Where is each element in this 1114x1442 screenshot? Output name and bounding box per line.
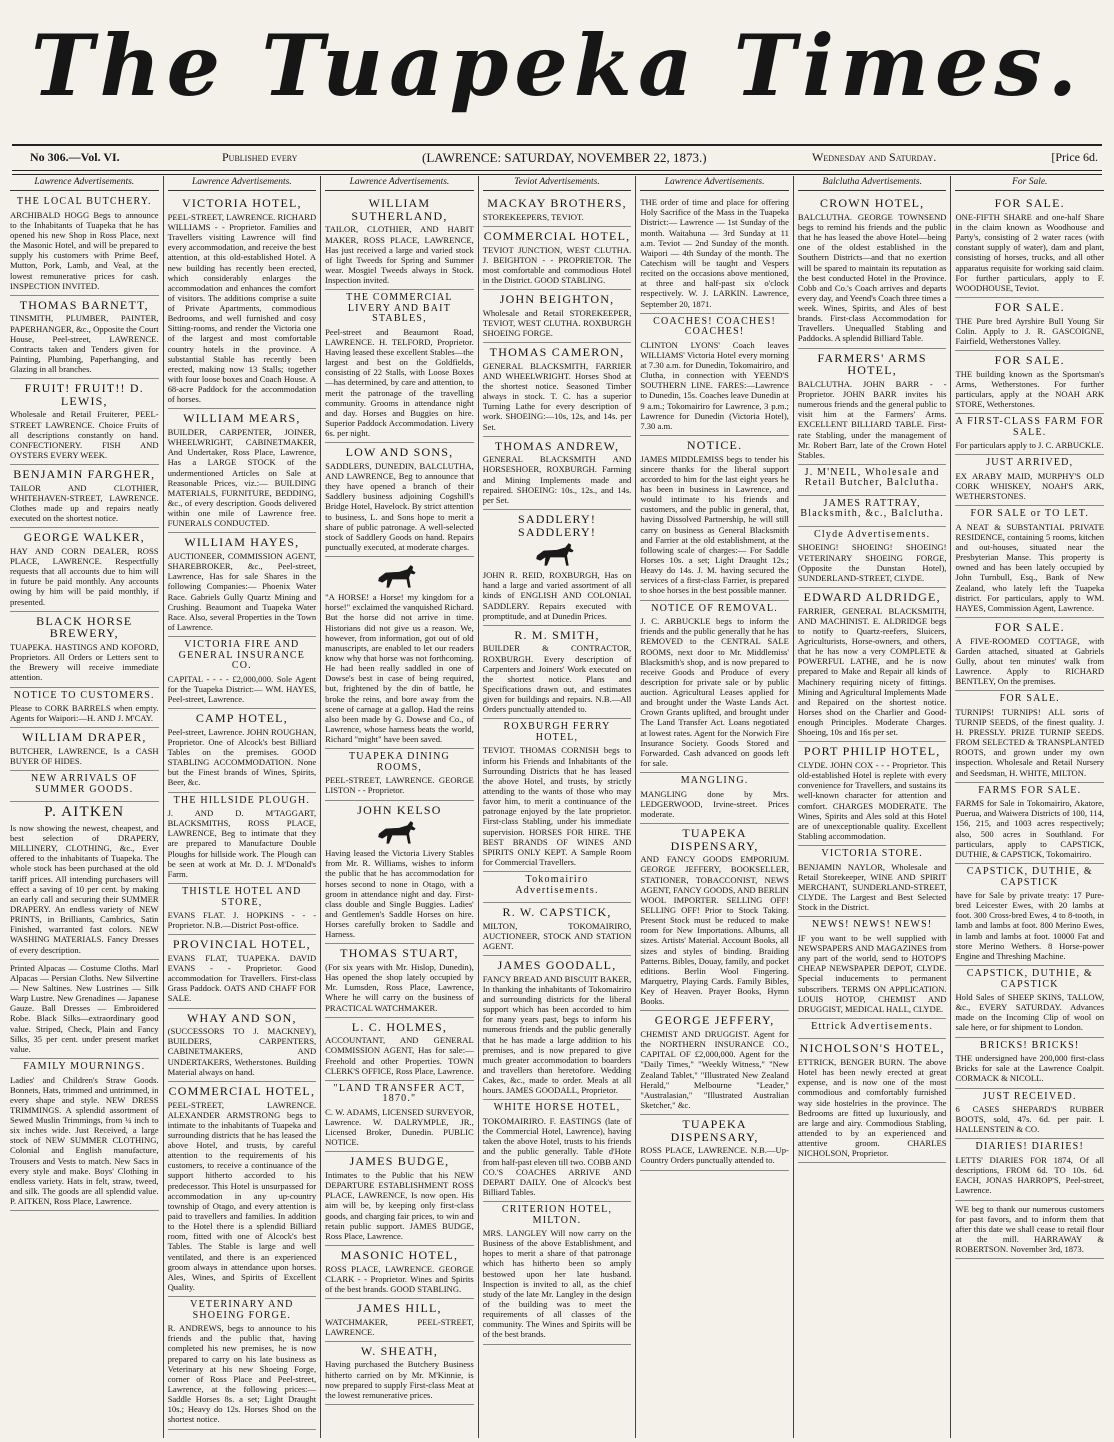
advertisement	[483, 872, 632, 903]
ad-title: THISTLE HOTEL AND STORE,	[182, 886, 302, 908]
publication-days: Wednesday and Saturday.	[812, 150, 937, 164]
ad-body: ACCOUNTANT, AND GENERAL COMMISSION AGENT, Has for sale:— Freehold and other Properties. TOWN CLERK'S OFFICE, Ross Place, Lawrence.	[325, 1035, 474, 1076]
advertisement	[168, 1082, 317, 1297]
advertisement	[10, 612, 159, 688]
ad-body: MRS. LANGLEY Will now carry on the Business of the above Establishment, and hopes to merit a share of that patronage which has hitherto been so amply bestowed upon her late husband. Inspection is invited to all, as the chief study of the late Mr. Langley in the design of the building was to meet the requirements of all classes of the community. The Wines and Spirits will be of the best brands.	[482, 1228, 632, 1340]
advertisement	[325, 1299, 474, 1342]
advertisement	[168, 533, 317, 637]
ad-body: Please to CORK BARRELS when empty. Agents for Waipori:—H. AND J. M'CAY.	[10, 703, 159, 724]
advertisement	[483, 903, 632, 956]
masthead-rule	[12, 144, 1102, 146]
advertisement	[640, 824, 789, 1011]
advertisement	[168, 1009, 317, 1082]
advertisement	[955, 414, 1104, 455]
ad-title: LOW AND SONS,	[345, 445, 454, 460]
column-2	[164, 176, 322, 1438]
advertisement	[10, 296, 159, 379]
ad-title: COACHES! COACHES! COACHES!	[653, 315, 777, 338]
advertisement	[640, 314, 789, 436]
ad-body: (SUCCESSORS TO J. MACKNEY), BUILDERS, CARPENTERS, CABINETMAKERS, AND UNDERTAKERS, Wetherstones. Building Material always on hand.	[167, 1026, 317, 1077]
ad-body: GENERAL BLACKSMITH AND HORSESHOER, ROXBURGH. Farming and Mining Implements made and repaired. SHOEING: 10s., 12s., and 14s. per Set.	[482, 454, 632, 505]
ad-title: GEORGE JEFFERY,	[654, 1013, 775, 1028]
ad-title: Ettrick Advertisements.	[811, 1020, 934, 1032]
advertisement	[798, 527, 947, 588]
ad-title: CRITERION HOTEL, MILTON.	[501, 1204, 613, 1226]
ad-title: THE LOCAL BUTCHERY.	[16, 196, 152, 208]
advertisement	[325, 1246, 474, 1299]
ad-body: (For six years with Mr. Hislop, Dunedin), Has opened the shop lately occupied by Mr. Lumsden, Ross Place, Lawrence, Where he will carry on the business of PRACTICAL WATCHMAKER.	[325, 961, 474, 1013]
ad-body: CAPITAL - - - - £2,000,000. Sole Agent for the Tuapeka District:— WM. HAYES, Peel-street, Lawrence.	[167, 673, 317, 704]
ad-title: P. AITKEN	[44, 804, 125, 821]
advertisement	[798, 349, 947, 465]
ad-title: BRICKS! BRICKS!	[980, 1039, 1080, 1051]
ad-body: THE Pure bred Ayrshire Bull Young Sir Colin. Apply to J. R. GASCOIGNE, Fairfield, Wetherstones Valley.	[955, 315, 1105, 346]
ad-body: THE order of time and place for offering Holy Sacrifice of the Mass in the Tuapeka District:— Lawrence — 1st Sunday of the month. Waitahuna — 3rd Sunday at 11 a.m. Teviot — 2nd Sunday of the month. Waipori — 4th Sunday of the month. The Catechism will be taught and Vespers recited on the occasions above mentioned, at three and half-past six o'clock respectively. W. J. LARKIN. Lawrence, September 20, 1871.	[640, 197, 789, 309]
advertisement	[325, 1152, 474, 1246]
advertisement	[955, 455, 1104, 506]
ad-body: TOKOMAIRIRO. F. EASTINGS (late of the Commercial Hotel, Lawrence), having taken the above Hotel, trusts to his friends and the public generally. Table d'Hote from half-past eleven till two. COBB AND CO.'S COACHES ARRIVE AND DEPART DAILY. One of Alcock's best Billiard Tables.	[482, 1115, 632, 1197]
advertisement	[640, 436, 789, 601]
ad-body: THE undersigned have 200,000 first-class Bricks for sale at the Lawrence Coalpit. CORMACK & NICOLL.	[955, 1053, 1105, 1084]
advertisement	[640, 773, 789, 824]
ad-body: Wholesale and Retail STOREKEEPER, TEVIOT, WEST CLUTHA. ROXBURGH SHOEING FORGE.	[482, 307, 632, 338]
advertisement	[955, 966, 1104, 1038]
ad-title: NEW ARRIVALS OF SUMMER GOODS.	[31, 773, 138, 795]
ad-body: SADDLERS, DUNEDIN, BALCLUTHA, AND LAWRENCE, Beg to announce that they have opened a branch of their Saddlery business adjoining Cogshill's Bridge Hotel, Havelock. By strict attention to business, L. and Sons hope to merit a share of public patronage. A well-selected stock of Saddlery Goods on hand. Repairs punctually executed, at moderate charges.	[325, 460, 474, 552]
advertisement	[798, 1039, 947, 1163]
ad-body: AUCTIONEER, COMMISSION AGENT, SHAREBROKER, &c., Peel-street, Lawrence, Has for sale Shares in the following Companies:— Phoenix Water Race. Gabriels Gully Quartz Mining and Crushing. Beaumont and Tuapeka Water Race. Also, several Properties in the Town of Lawrence.	[167, 551, 317, 633]
ad-title: BLACK HORSE BREWERY,	[36, 613, 133, 641]
ad-body: Intimates to the Public that his NEW DEPARTURE ESTABLISHMENT ROSS PLACE, LAWRENCE, Is now open. His aim will be, by keeping only first-class goods, and charging fair prices, to win and retain public support. JAMES BUDGE, Ross Place, Lawrence.	[325, 1170, 474, 1241]
ad-title: L. C. HOLMES,	[351, 1019, 448, 1034]
column-7	[951, 176, 1108, 1438]
ad-title: COMMERCIAL HOTEL,	[168, 1083, 316, 1098]
ad-title: Tokomairiro Advertisements.	[515, 874, 599, 896]
column-heading: Lawrence Advertisements.	[10, 176, 159, 191]
ad-title: FOR SALE.	[994, 619, 1065, 634]
advertisement	[10, 194, 159, 296]
ad-title: JUST RECEIVED.	[982, 1090, 1077, 1102]
advertisement	[325, 290, 474, 443]
advertisement	[640, 601, 789, 774]
column-heading: Lawrence Advertisements.	[168, 176, 317, 191]
column-3	[321, 176, 479, 1438]
column-6	[794, 176, 952, 1438]
ad-title: THOMAS ANDREW,	[494, 438, 620, 453]
ad-body: PEEL-STREET, LAWRENCE. RICHARD WILLIAMS - - Proprietor. Families and Travellers visiting Lawrence will find every accommodation, and receive the best attention, at this old-established Hotel. A new building has recently been erected, which considerably enlarges the accommodation and enhances the comfort of visitors. The additions comprise a suite of Private Apartments, commodious Bedrooms, and well furnished and cosy Sitting-rooms, and render the Victoria one of the largest and most comfortable country hotels in the province. A substantial Stable has recently been erected, making now 13 Stalls; together with four loose boxes and Coach House. A 68-acre Paddock for the accommodation of horses.	[167, 211, 317, 405]
ad-body: Wholesale and Retail Fruiterer, PEEL-STREET LAWRENCE. Choice Fruits of all descriptions constantly on hand. CONFECTIONERY. FISH AND OYSTERS EVERY WEEK.	[10, 409, 159, 461]
ad-body: MILTON, TOKOMAIRIRO, AUCTIONEER, STOCK AND STATION AGENT.	[482, 920, 632, 952]
ad-body: For particulars apply to J. C. ARBUCKLE.	[955, 440, 1104, 451]
ad-title: FARMERS' ARMS HOTEL,	[817, 350, 927, 378]
advertisement	[325, 443, 474, 557]
advertisement	[168, 1297, 317, 1429]
advertisement	[483, 194, 632, 227]
ad-title: FOR SALE.	[999, 693, 1060, 705]
advertisement	[640, 1115, 789, 1170]
ad-body: PEEL-STREET, LAWRENCE. ALEXANDER ARMSTRONG begs to intimate to the inhabitants of Tuapeka and surrounding districts that he has leased the above Hotel, and trusts, by careful attention to the requirements of his customers, to receive a continuance of the support hitherto accorded to his predecessor. This Hotel is unsurpassed for accommodation in any up-country township of Otago, and every attention is paid to travellers and families. In addition to the Hotel there is a splendid Billiard room, fitted with one of Alcock's best Tables. The Stable is large and well ventilated, and there is an experienced groom always in attendance upon horses. Ales, Wines, and Spirits of Excellent Quality.	[167, 1099, 317, 1293]
ad-title: FRUIT! FRUIT!! D. LEWIS,	[24, 381, 144, 408]
ad-title: CAPSTICK, DUTHIE, & CAPSTICK	[966, 968, 1093, 990]
advertisement	[10, 802, 159, 960]
advertisement	[798, 917, 947, 1019]
ad-body: have for Sale by private treaty: 17 Pure-bred Leicester Ewes, with 20 lambs at foot. 300 Cross-bred Ewes, 4 to 8-tooth, in lamb and lambs at foot. 800 Merino Ewes, in lamb and lambs at foot. 10000 Fat and store Merino Wethers. 8 Horse-power Engine and Threshing Machine.	[955, 890, 1105, 961]
ad-title: W. SHEATH,	[360, 1343, 439, 1358]
advertisement	[483, 510, 632, 626]
advertisement	[483, 1202, 632, 1345]
ad-title: A FIRST-CLASS FARM FOR SALE.	[955, 416, 1104, 438]
advertisement	[483, 1100, 632, 1202]
column-1	[6, 176, 164, 1438]
issue-date: (LAWRENCE: SATURDAY, NOVEMBER 22, 1873.)	[422, 150, 707, 165]
masthead	[0, 0, 1114, 142]
ad-body: WATCHMAKER, PEEL-STREET, LAWRENCE.	[325, 1316, 474, 1337]
ad-body: BENJAMIN NAYLOR, Wholesale and Retail Storekeeper, WINE AND SPIRIT MERCHANT, SUNDERLAND-STREET, CLYDE. The Largest and Best Selected Stock in the District.	[797, 861, 947, 913]
ad-body: Having purchased the Butchery Business hitherto carried on by Mr. M'Kinnie, is now prepared to supply First-class Meat at the lowest remunerative prices.	[325, 1359, 474, 1400]
ad-body: MANGLING done by Mrs. LEDGERWOOD, Irvine-street. Prices moderate.	[640, 788, 789, 819]
advertisement	[325, 194, 474, 290]
ad-title: NOTICE.	[686, 438, 743, 453]
advertisement	[483, 719, 632, 872]
ad-title: THOMAS STUART,	[340, 946, 459, 961]
ad-body: PEEL-STREET, LAWRENCE. GEORGE LISTON - - Proprietor.	[325, 775, 474, 796]
issue-number: No 306.—Vol. VI.	[30, 150, 120, 164]
dateline-rule	[12, 170, 1102, 175]
ad-body: Having leased the Victoria Livery Stables from Mr. R. Williams, wishes to inform the public that he has accommodation for horses second to none in Otago, with a groom in attendance night and day. First-class double and Single Buggies. Ladies' and Gentlemen's Saddle Horses on hire. Horses carefully broken to Saddle and Harness.	[325, 848, 474, 940]
ad-title: PROVINCIAL HOTEL,	[172, 937, 311, 952]
ad-body: THE building known as the Sportsman's Arms, Wetherstones. For further particulars, apply at the NOAH ARK STORE, Wetherstones.	[955, 368, 1105, 409]
ad-title: NEWS! NEWS! NEWS!	[811, 919, 933, 931]
ad-body: TURNIPS! TURNIPS! ALL sorts of TURNIP SEEDS, of the finest quality. J. H. PRESSLY. PRIZE TURNIP SEEDS. FROM SELECTED & TRANSPLANTED ROOTS, and grown under my own inspection. Wholesale and Retail Nursery and Seedsman, H. WHITE, MILTON.	[955, 706, 1105, 778]
ad-body: ROSS PLACE, LAWRENCE. GEORGE CLARK - - Proprietor. Wines and Spirits of the best brands. GOOD STABLING.	[325, 1263, 474, 1294]
ad-body: HAY AND CORN DEALER, ROSS PLACE, LAWRENCE. Respectfully requests that all accounts due to him will in future be paid monthly. Any accounts owing by him will be paid monthly, if presented.	[10, 545, 159, 607]
advertisement	[10, 771, 159, 802]
advertisement	[798, 846, 947, 917]
horse-illustration	[374, 562, 424, 590]
ad-title: WILLIAM SUTHERLAND,	[351, 196, 448, 223]
advertisement	[955, 783, 1104, 864]
ad-body: TEVIOT. THOMAS CORNISH begs to inform his Friends and Inhabitants of the Surrounding Districts that he has leased the above Hotel, and trusts, by strictly attending to the wants of those who may favor him, to merit a continuance of the patronage enjoyed by the late proprietor. First-class Stabling, under his immediate supervision. HORSES FOR HIRE. THE BEST BRANDS OF WINES AND SPIRITS ONLY KEPT. A Sample Room for Commercial Travellers.	[482, 745, 632, 867]
advertisement	[798, 194, 947, 348]
advertisement	[483, 343, 632, 437]
advertisement	[168, 709, 317, 792]
ad-body: BALCLUTHA. JOHN BARR - - Proprietor. JOHN BARR invites his numerous friends and the general public to visit him at the Farmers' Arms. EXCELLENT BILLIARD TABLE. First-rate Stabling, under the management of Mr. Robert Barr, late of the Crown Hotel Stables.	[797, 378, 947, 460]
masthead-title: The Tuapeka Times.	[31, 16, 1083, 115]
ad-body: TAILOR AND CLOTHIER, WHITEHAVEN-STREET, LAWRENCE. Clothes made up and repairs neatly executed on the shortest notice.	[10, 482, 159, 524]
dateline	[12, 150, 1102, 168]
ad-body: EX ARABY MAID, MURPHY'S OLD CORK WHISKEY, NOAH'S ARK, WETHERSTONES.	[955, 470, 1105, 502]
ad-body: ARCHIBALD HOGG Begs to announce to the Inhabitants of Tuapeka that he has opened his new Shop in Ross Place, next the Masonic Hotel, and will be prepared to supply his customers with Prime Beef, Mutton, Pork, Lamb, and Veal, at the lowest remunerative prices for cash. INSPECTION INVITED.	[10, 209, 159, 291]
ad-title: CAPSTICK, DUTHIE, & CAPSTICK	[966, 866, 1093, 888]
advertisement	[955, 618, 1104, 691]
advertisement	[955, 351, 1104, 414]
advertisement	[955, 1201, 1104, 1260]
ad-title: BENJAMIN FARGHER,	[13, 467, 156, 482]
advertisement	[798, 496, 947, 527]
ad-body: Is now showing the newest, cheapest, and best selection of DRAPERY, MILLINERY, CLOTHING, &c., Ever offered to the inhabitants of Tuapeka. The whole stock has been purchased at the old tariff prices. All intending purchasers will effect a saving of 10 per cent. by making an early call and securing their SUMMER DRAPERY. An endless variety of NEW PRINTS, in Brilliants, Cambrics, Satin Finished, warranted fast colors. NEW WASHING MATERIALS. Fancy Dresses of every description.	[10, 822, 159, 955]
ad-title: FAMILY MOURNINGS.	[23, 1061, 146, 1072]
ad-body: FARMS for Sale in Tokomairiro, Akatore, Puerua, and Waiwera Districts of 100, 114, 156, 215, and 1003 acres respectively; also, 500 acres in Southland. For particulars, apply to CAPSTICK, DUTHIE, & CAPSTICK, Tokomairiro.	[955, 798, 1105, 859]
advertisement	[955, 691, 1104, 782]
ad-title: CROWN HOTEL,	[819, 196, 925, 211]
ad-body: BUILDER & CONTRACTOR, ROXBURGH. Every description of Carpenters and Joiners' Work executed on the shortest notice. Plans and Specifications drawn out, and estimates given for buildings and repairs. N.B.—All Orders punctually attended to.	[482, 643, 632, 715]
column-heading: For Sale.	[955, 176, 1104, 191]
advertisement	[168, 935, 317, 1008]
advertisement	[483, 626, 632, 720]
ad-title: VETERINARY AND SHOEING FORGE.	[190, 1299, 294, 1321]
horse-illustration	[532, 540, 582, 568]
ad-body: STOREKEEPERS, TEVIOT.	[482, 211, 584, 222]
ad-title: THE COMMERCIAL LIVERY AND BAIT STABLES,	[346, 292, 453, 325]
ad-body: IF you want to be well supplied with NEWSPAPERS AND MAGAZINES from any part of the world, send to HOTOP'S CHEAP NEWSPAPER DEPOT, CLYDE. Special inducements to permanent subscribers. TERMS ON APPLICATION. LOUIS HOTOP, CHEMIST AND DRUGGIST, MEDICAL HALL, CLYDE.	[797, 932, 947, 1014]
ad-body: GENERAL BLACKSMITH, FARRIER AND WHEELWRIGHT. Horses Shod at the shortest notice. Seasoned Timber always in stock. T. C. has a superior Turning Lathe for every description of work. SHOEING:—10s, 12s, and 14s. per Set.	[482, 360, 632, 432]
ad-title: WILLIAM MEARS,	[183, 411, 301, 426]
advertisement	[955, 506, 1104, 618]
ad-body: ETTRICK, BENGER BURN. The above Hotel has been newly erected at great expense, and is now one of the most commodious and comfortably furnished way side hostelries in the province. The Bedrooms are fitted up luxuriously, and are large and airy. Commodious Stabling, attended to by an experienced and attentive groom. CHARLES NICHOLSON, Proprietor.	[797, 1057, 947, 1159]
ad-title: MANGLING.	[680, 775, 749, 787]
column-heading: Teviot Advertisements.	[483, 176, 632, 191]
ad-body: TEVIOT JUNCTION, WEST CLUTHA. J. BEIGHTON - - PROPRIETOR. The most comfortable and commodious Hotel in the District. GOOD STABLING.	[482, 244, 632, 285]
advertisement	[168, 409, 317, 533]
ad-title: WHITE HORSE HOTEL,	[493, 1102, 621, 1114]
ad-body: R. ANDREWS, begs to announce to his friends and the public that, having completed his new premises, he is now prepared to carry on his late business as Veterinary at his new Shoeing Forge, corner of Ross Place and Peel-street, Lawrence, at the following prices:— Saddle Horses 8s. a set; Light Draught 10s.; Heavy do 12s. Horses Shod on the shortest notice.	[167, 1323, 317, 1425]
ad-body: CLYDE. JOHN COX - - - Proprietor. This old-established Hotel is replete with every convenience for Travellers, and sustains its well-known character for attention and comfort. CHARGES MODERATE. The Wines, Spirits and Ales sold at this Hotel are of unexceptionable quality. Excellent Stabling accommodation.	[797, 760, 947, 841]
ad-body: WE beg to thank our numerous customers for past favors, and to inform them that after this date we shall cease to retail flour at the mill. HARRAWAY & ROBERTSON. November 3rd, 1873.	[955, 1203, 1105, 1255]
ad-body: C. W. ADAMS, LICENSED SURVEYOR, Lawrence. W. DALRYMPLE, JR., Licensed Broker, Dunedin. PUBLIC NOTICE.	[325, 1106, 474, 1148]
ad-title: VICTORIA HOTEL,	[181, 196, 302, 211]
ad-title: CAMP HOTEL,	[195, 711, 288, 726]
ad-title: GEORGE WALKER,	[23, 530, 145, 545]
price: [Price 6d.	[1051, 150, 1098, 164]
ad-body: A NEAT & SUBSTANTIAL PRIVATE RESIDENCE, containing 5 rooms, kitchen and out-houses, situated near the Presbyterian Manse. This property is owned and has been lately occupied by John Turnbull, Esq., Bank of New Zealand, who lately left the Tuapeka district. For particulars, apply to WM. HAYES, Commission Agent, Lawrence.	[955, 521, 1105, 613]
ad-title: FOR SALE.	[994, 352, 1065, 367]
ad-title: R. W. CAPSTICK,	[502, 905, 612, 920]
advertisement	[955, 1139, 1104, 1200]
column-4	[479, 176, 637, 1438]
advertisement	[325, 944, 474, 1017]
ad-title: THOMAS CAMERON,	[489, 345, 625, 360]
ad-body: J. C. ARBUCKLE begs to inform the friends and the public generally that he has REMOVED to the CENTRAL SALE ROOMS, next door to Mr. Middlemiss' Blacksmith's shop, and is now prepared to receive Goods and Produce of every description for private sale or by public auction. Agricultural Leases applied for and brought under the Waste Lands Act. Crown Grants uplifted, and brought under The Land Transfer Act. Loans negotiated at lowest rates. Agent for the Norwich Fire Insurance Society. Goods Stored and Forwarded. Cash advanced on goods left for sale.	[640, 616, 789, 769]
advertisement	[325, 1018, 474, 1081]
ad-body: Peel-street and Beaumont Road, LAWRENCE. H. TELFORD, Proprietor. Having leased these excellent Stables—the largest and best on the Goldfields, consisting of 22 Stalls, with Loose Boxes—has determined, by care and attention, to merit the patronage of the travelling community. Grooms in attendance night and day. Horses and Buggies on hire. Superior Paddock Accommodation. Livery 6s. per night.	[325, 326, 474, 439]
ad-title: TUAPEKA DINING ROOMS,	[348, 751, 450, 773]
ad-title: JOHN BEIGHTON,	[499, 292, 615, 307]
ad-title: ROXBURGH FERRY HOTEL,	[503, 721, 611, 743]
ad-body: 6 CASES SHEPARD'S RUBBER BOOTS, sold, 47s. 6d. per pair. I. HALLENSTEIN & CO.	[955, 1104, 1105, 1135]
ad-body: A FIVE-ROOMED COTTAGE, with Garden attached, situated at Gabriels Gully, about ten minutes' walk from Lawrence. Apply to RICHARD BENTLEY, On the premises.	[955, 635, 1105, 687]
advertisement	[168, 884, 317, 935]
ad-title: EDWARD ALDRIDGE,	[803, 590, 941, 604]
ad-title: FOR SALE.	[994, 299, 1065, 314]
ad-title: WHAY AND SON,	[187, 1010, 297, 1025]
advertisement	[10, 528, 159, 611]
ad-title: DIARIES! DIARIES!	[975, 1141, 1084, 1153]
advertisement	[798, 465, 947, 496]
ad-title: J. M'NEIL, Wholesale and Retail Butcher, Balclutha.	[804, 466, 940, 489]
ad-body: FANCY BREAD AND BISCUIT BAKER, In thanking the inhabitants of Tokomairiro and surrounding districts for the liberal support which has been accorded to him for many years past, begs to inform his numerous friends and the public generally that he has made a large addition to his premises, and is now prepared to give much greater accommodation to boarders and travellers than heretofore. Wedding Cakes, &c., made to order. Meals at all hours. JAMES GOODALL, Proprietor.	[482, 973, 632, 1096]
advertisement	[955, 298, 1104, 351]
ad-title: JAMES BUDGE,	[349, 1154, 450, 1169]
advertisement	[168, 637, 317, 709]
ad-title: THOMAS BARNETT,	[19, 297, 149, 312]
advertisement	[325, 557, 474, 749]
ad-title: TUAPEKA DISPENSARY,	[670, 826, 759, 853]
advertisement	[955, 194, 1104, 298]
ad-title: WILLIAM DRAPER,	[21, 730, 147, 745]
columns	[6, 176, 1108, 1438]
advertisement	[798, 588, 947, 742]
advertisement	[10, 960, 159, 1059]
ad-body: J. AND D. M'TAGGART, BLACKSMITHS, ROSS PLACE, LAWRENCE, Beg to intimate that they are prepared to Manufacture Double Ploughs for hillside work. The Plough can be seen at work at Mr. D. J. M'Donald's Farm.	[167, 808, 317, 879]
ad-title: WILLIAM HAYES,	[184, 535, 300, 550]
ad-body: "A HORSE! a Horse! my kingdom for a horse!" exclaimed the vanquished Richard. But the horse did not arrive in time. Historians did not give us a reason. We, however, from information, got out of old manuscripts, are enabled to let our readers know why that horse was not forthcoming. He had been really saddled in one of Dowse's best in case of being required, but, frightened by the din of battle, he broke the reins, and bore away from the scene of carnage at a gallop. Had the reins also been made by G. Dowse and Co., of Lawrence, whose harness beats the world, Richard "might" have been saved.	[325, 592, 474, 745]
ad-body: CLINTON LYONS' Coach leaves WILLIAMS' Victoria Hotel every morning at 7.30 a.m. for Dunedin, Tokomairiro, and Clutha, in connection with YEEND'S SOUTHERN LINE. FARES:—Lawrence to Dunedin, 15s. Coaches leave Dunedin at 9 a.m.; Tokomairiro for Lawrence, 3 p.m.; Lawrence for Dunedin (Victoria Hotel), 7.30 a.m.	[640, 339, 789, 431]
advertisement	[955, 1089, 1104, 1140]
ad-body: CHEMIST AND DRUGGIST. Agent for the NORTHERN INSURANCE CO., CAPITAL OF £2,000,000. Agent for the "Daily Times," "Weekly Witness," "New Zealand Tablet," "Illustrated New Zealand Herald," Melbourne "Leader," "Australasian," "Illustrated Australian Sketcher," &c.	[640, 1029, 789, 1110]
column-heading: Lawrence Advertisements.	[640, 176, 789, 191]
ad-title: JAMES RATTRAY, Blacksmith, &c., Balclutha.	[800, 497, 944, 520]
ad-title: VICTORIA STORE.	[821, 848, 923, 860]
column-heading: Balclutha Advertisements.	[798, 176, 947, 191]
published-every: Published every	[222, 150, 298, 164]
column-heading: Lawrence Advertisements.	[325, 176, 474, 191]
ad-body: JOHN R. REID, ROXBURGH, Has on hand a large and varied assortment of all kinds of ENGLISH AND COLONIAL SADDLERY. Repairs executed with promptitude, and at Dunedin Prices.	[482, 570, 632, 621]
ad-title: TUAPEKA DISPENSARY,	[670, 1117, 759, 1144]
advertisement	[325, 1342, 474, 1405]
advertisement	[10, 728, 159, 771]
advertisement	[10, 688, 159, 729]
advertisement	[325, 749, 474, 800]
advertisement	[10, 465, 159, 528]
advertisement	[640, 1011, 789, 1115]
advertisement	[168, 194, 317, 409]
ad-title: FOR SALE.	[994, 196, 1065, 211]
ad-title: MASONIC HOTEL,	[340, 1247, 459, 1262]
ad-title: FARMS FOR SALE.	[978, 784, 1082, 796]
ad-body: BUTCHER, LAWRENCE, Is a CASH BUYER OF HIDES.	[10, 745, 159, 767]
ad-title: COMMERCIAL HOTEL,	[483, 228, 631, 243]
ad-body: BUILDER, CARPENTER, JOINER, WHEELWRIGHT, CABINETMAKER, And Undertaker, Ross Place, Lawrence, Has a LARGE STOCK of the undermentioned Articles on Sale at Reasonable Prices, viz.:— BUILDING MATERIALS, FURNITURE, BEDDING, &c., of every description. Goods delivered within one mile of Lawrence free. FUNERALS CONDUCTED.	[167, 427, 317, 529]
advertisement	[955, 1038, 1104, 1089]
advertisement	[483, 956, 632, 1100]
ad-title: THE HILLSIDE PLOUGH.	[173, 794, 311, 806]
ad-body: Peel-street, Lawrence. JOHN ROUGHAN, Proprietor. One of Alcock's best Billiard Tables on the premises. GOOD STABLING ACCOMMODATION. None but the Finest brands of Wines, Spirits, Beer, &c.	[167, 726, 317, 788]
ad-body: ROSS PLACE, LAWRENCE. N.B.—Up-Country Orders punctually attended to.	[640, 1145, 789, 1166]
ad-body: Printed Alpacas — Costume Cloths. Marl Alpacas — Persian Cloths. New Silvertine — New Saltines. New Lustrines — Silk Warp Lustre. New Grenadines — Japanese Gauze. Ball Dresses — Embroidered Robe. Black Silks—extraordinary good value. Striped, Check, Plain and Fancy Silks, 35 per cent. under present market value.	[10, 962, 159, 1054]
ad-title: MACKAY BROTHERS,	[487, 196, 627, 211]
ad-title: JOHN KELSO	[357, 802, 442, 817]
horse-illustration	[374, 818, 424, 846]
ad-body: TUAPEKA. HASTINGS AND KOFORD, Proprietors. All Orders or Letters sent to the Brewery will receive immediate attention.	[10, 641, 159, 683]
ad-title: PORT PHILIP HOTEL,	[803, 744, 941, 759]
advertisement	[955, 864, 1104, 966]
advertisement	[10, 379, 159, 465]
ad-title: Clyde Advertisements.	[814, 528, 931, 540]
advertisement	[483, 437, 632, 510]
ad-title: FOR SALE or TO LET.	[970, 508, 1090, 520]
advertisement	[483, 227, 632, 290]
ad-body: Ladies' and Children's Straw Goods. Bonnets, Hats, trimmed and untrimmed, in every shape and style. NEW DRESS TRIMMINGS. A splendid assortment of Sewed Muslin Trimmings, from ¼ inch to six inches wide. Just Received, a large stock of NEW SUMMER CLOTHING, Colonial and English manufacture, Trousers and Vests to match. New Sacs in every style and make. Boys' Clothing in endless variety. Hats in felt, straw, tweed, and silk. The goods are all splendid value. P. AITKEN, Ross Place, Lawrence.	[10, 1074, 159, 1207]
ad-title: JUST ARRIVED,	[986, 457, 1074, 469]
ad-title: NOTICE OF REMOVAL.	[651, 602, 778, 614]
ad-title: SADDLERY! SADDLERY!	[517, 511, 597, 539]
ad-body: EVANS FLAT. J. HOPKINS - - - Proprietor. N.B.—District Post-office.	[167, 910, 317, 931]
advertisement	[640, 194, 789, 314]
advertisement	[168, 793, 317, 884]
ad-body: ONE-FIFTH SHARE and one-half Share in the claim known as Woodhouse and Party's, consisting of 2 water races (with constant supply of water), dam and plant, consisting of horses, trucks, and all other apparatus requisite for working said claim. For further particulars, apply to F. WOODHOUSE, Teviot.	[955, 211, 1105, 293]
ad-title: NOTICE TO CUSTOMERS.	[13, 689, 155, 701]
column-5	[636, 176, 794, 1438]
ad-body: JAMES MIDDLEMISS begs to tender his sincere thanks for the liberal support accorded to him for the last eight years he has been in business in Lawrence, and would intimate to his friends and customers, and the public in general, that, having Dissolved Partnership, he will still carry on business as General Blacksmith and Farrier at the old establishment, at the following scale of charges:— For Saddle Horses 10s. a set; Light Draught 12s.; Heavy do 14s. J. M. having secured the services of a first-class Farrier, is prepared to shoe horses in the best possible manner.	[640, 453, 789, 596]
ad-body: TINSMITH, PLUMBER, PAINTER, PAPERHANGER, &c., Opposite the Court House, Peel-street, LAWRENCE. Contracts taken and Tenders given for Painting, Plumbing, Paperhanging, and Glazing in all branches.	[10, 313, 159, 375]
advertisement	[325, 801, 474, 945]
ad-title: R. M. SMITH,	[514, 627, 600, 642]
advertisement	[10, 1059, 159, 1211]
ad-title: VICTORIA FIRE AND GENERAL INSURANCE CO.	[178, 639, 306, 672]
advertisement	[798, 1019, 947, 1040]
ad-body: FARRIER, GENERAL BLACKSMITH, AND MACHINIST. E. ALDRIDGE begs to notify to Quartz-reefers, Sluicers, Agriculturists, Horse-owners, and others, that he has now a very COMPLETE & POWERFUL LATHE, and he is now prepared to Make and Repair all kinds of Machinery requiring nicety of fittings. Mining and Agricultural Implements Made and Repaired on the shortest notice. Horses shod on the Charlier and Good-enough Principles. Moderate Charges. Shoeing, 10s and 16s per set.	[797, 605, 947, 738]
ad-title: JAMES HILL,	[357, 1301, 442, 1315]
ad-title: JAMES GOODALL,	[497, 958, 617, 973]
ad-title: NICHOLSON'S HOTEL,	[799, 1041, 945, 1056]
ad-body: EVANS FLAT, TUAPEKA. DAVID EVANS - - Proprietor. Good accommodation for Travellers. First-class Grass Paddock. OATS AND CHAFF FOR SALE.	[167, 952, 317, 1004]
ad-body: Hold Sales of SHEEP SKINS, TALLOW, &c., EVERY SATURDAY. Advances made on the Incoming Clip of wool on sale here, or for shipment to London.	[955, 992, 1105, 1033]
advertisement	[798, 742, 947, 846]
ad-body: SHOEING! SHOEING! SHOEING! VETERINARY SHOEING FORGE, (Opposite the Dunstan Hotel), SUNDERLAND-STREET, CLYDE.	[797, 542, 947, 583]
ad-title: "LAND TRANSFER ACT, 1870."	[333, 1082, 466, 1105]
ad-body: TAILOR, CLOTHIER, AND HABIT MAKER, ROSS PLACE, LAWRENCE, Has just received a large and varied stock of light Tweeds for Spring and Summer wear. Mosgiel Tweeds always in Stock. Inspection invited.	[325, 224, 474, 286]
advertisement	[483, 290, 632, 343]
ad-body: AND FANCY GOODS EMPORIUM. GEORGE JEFFERY, BOOKSELLER, STATIONER, TOBACCONIST, NEWS AGENT, FANCY GOODS, AND BERLIN WOOL IMPORTER. SELLING OFF! SELLING OFF! Prior to Stock Taking. Present Stock must be reduced to make room for New Importations. Albums, all sizes. Artists' Material. Account Books, all sizes and styles of binding. Braiding Patterns. Bibles, Douay, family, and pocket editions. Berlin Wool Fingering. Marquetry, Playing Cards. Family Bibles, Key of Heaven. Prayer Books, Hymn Books.	[640, 854, 789, 1007]
ad-body: LETTS' DIARIES FOR 1874, Of all descriptions, FROM 6d. TO 10s. 6d. EACH, JONAS HARROP'S, Peel-street, Lawrence.	[955, 1154, 1105, 1196]
advertisement	[325, 1081, 474, 1153]
ad-body: BALCLUTHA. GEORGE TOWNSEND begs to remind his friends and the public that he has leased the above Hotel—being one of the oldest established in the Southern Districts—and that no exertion will be spared to maintain its reputation as the best conducted Hotel in the Province. Cobb and Co.'s Coach arrives and departs every day, and Yeend's Coach three times a week. Wines, Spirits, and Ales of best brands. First-class Accommodation for Travellers. Unequalled Stabling and Paddocks. A splendid Billiard Table.	[797, 211, 947, 344]
